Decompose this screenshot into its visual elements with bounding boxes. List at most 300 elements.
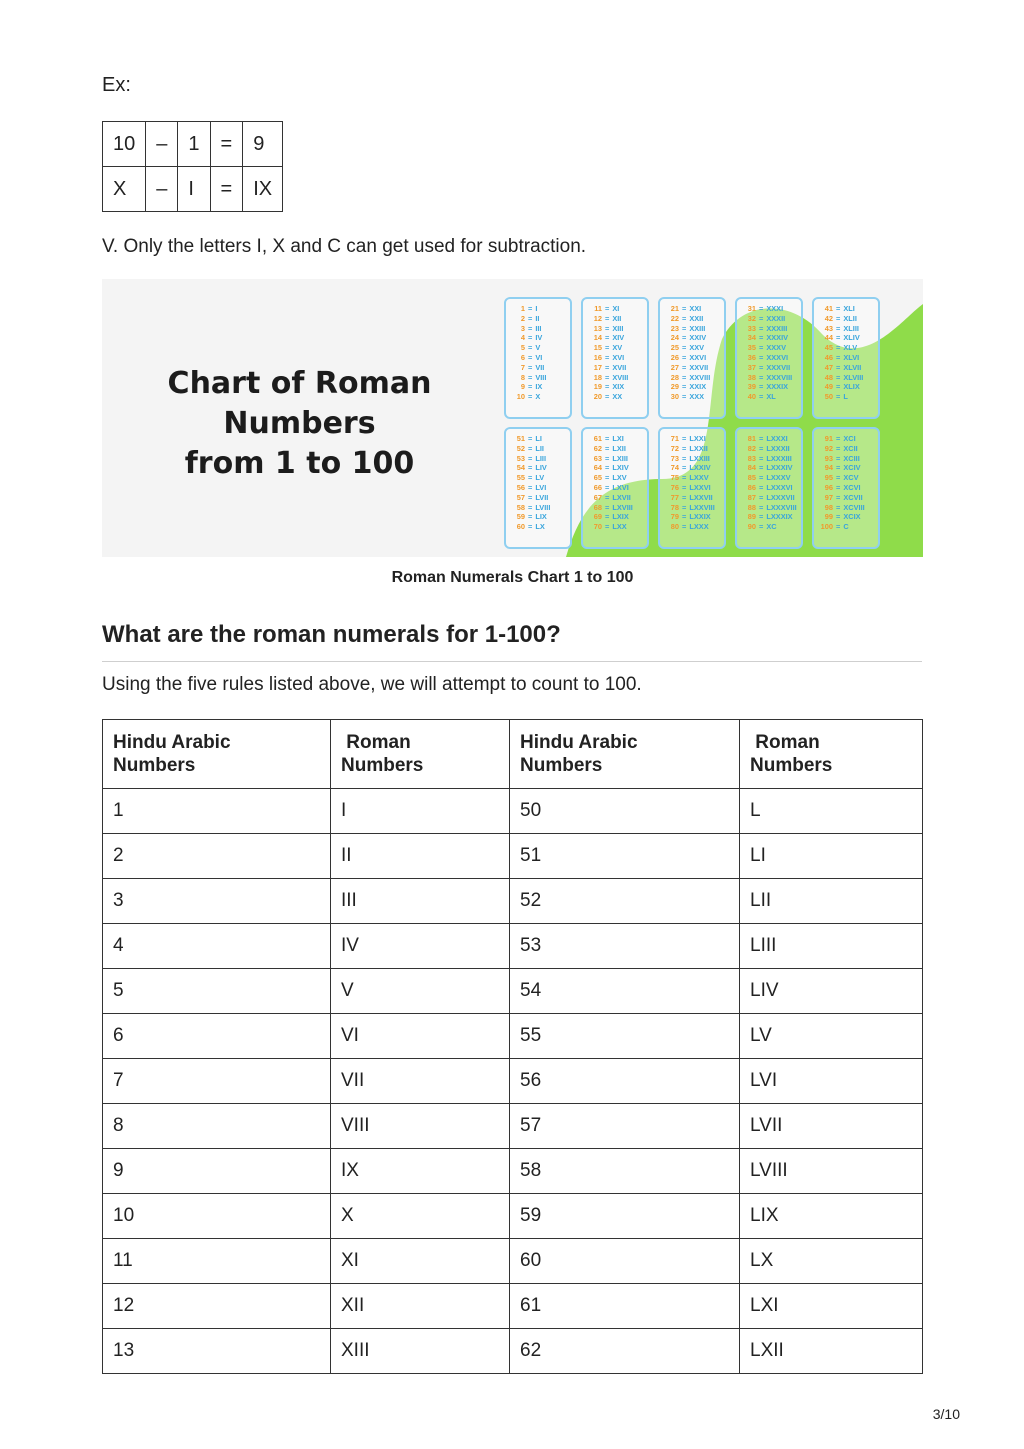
roman-numeral: XCI [843, 434, 856, 443]
numeral-entry [743, 503, 801, 513]
roman-numeral: II [535, 313, 540, 323]
numeral-entry [743, 392, 801, 402]
numeral-entry [589, 444, 647, 454]
numeral-entry [512, 333, 570, 343]
equals-sign: = [759, 463, 764, 473]
numeral-entry [512, 373, 570, 383]
roman-numeral: XII [612, 313, 622, 323]
numeral-entry [743, 382, 801, 392]
table-cell: 58 [510, 1149, 740, 1194]
table-row [103, 834, 923, 879]
arabic-number: 59 [516, 512, 525, 522]
roman-numeral: LXIV [612, 463, 629, 473]
equals-sign: = [605, 482, 610, 492]
numeral-entry [512, 522, 570, 532]
arabic-number: 88 [747, 502, 756, 512]
numeral-entry [666, 333, 724, 343]
numeral-entry [589, 343, 647, 353]
numeral-entry [666, 483, 724, 493]
arabic-number: 100 [820, 522, 833, 532]
arabic-number: 84 [747, 463, 756, 473]
numeral-entry [589, 493, 647, 503]
numeral-card [812, 297, 880, 419]
arabic-number: 83 [747, 453, 756, 463]
equals-sign: = [759, 362, 764, 372]
table-cell: 10 [103, 1194, 331, 1239]
table-cell: 56 [510, 1059, 740, 1104]
numeral-card-grid [504, 297, 919, 549]
arabic-number: 86 [747, 482, 756, 492]
table-cell: 50 [510, 789, 740, 834]
arabic-number: 42 [824, 313, 833, 323]
equals-sign: = [605, 522, 610, 532]
equals-sign: = [528, 434, 533, 443]
equals-sign: = [528, 463, 533, 473]
table-row [103, 879, 923, 924]
equals-sign: = [759, 392, 764, 402]
page-number: 3/10 [932, 1406, 960, 1422]
roman-numeral: XLV [843, 343, 858, 353]
table-cell: 9 [103, 1149, 331, 1194]
roman-numeral: XX [612, 392, 623, 402]
roman-numeral: XLIII [843, 323, 859, 333]
table-row [103, 1194, 923, 1239]
table-cell: 61 [510, 1284, 740, 1329]
numeral-entry [820, 463, 878, 473]
equals-sign: = [605, 434, 610, 443]
table-row [103, 1284, 923, 1329]
numeral-card [581, 427, 649, 549]
equals-sign: = [682, 372, 687, 382]
title-line: from 1 to 100 [184, 446, 415, 481]
numeral-entry [743, 493, 801, 503]
equals-sign: = [682, 392, 687, 402]
numeral-entry [589, 304, 647, 314]
equals-sign: = [759, 382, 764, 392]
roman-numeral: X [535, 392, 541, 402]
arabic-number: 73 [670, 453, 679, 463]
table-cell: 3 [103, 879, 331, 924]
roman-numeral: XXVI [689, 352, 707, 362]
equals-sign: = [836, 522, 841, 532]
arabic-number: 20 [593, 392, 602, 402]
numeral-entry [512, 392, 570, 402]
table-cell: = [210, 167, 243, 212]
table-cell: 9 [243, 122, 283, 167]
roman-numerals-chart-image [102, 279, 923, 557]
table-cell: 13 [103, 1329, 331, 1374]
numeral-entry [743, 373, 801, 383]
arabic-number: 12 [593, 313, 602, 323]
arabic-number: 92 [824, 443, 833, 453]
roman-numeral: LXXI [689, 434, 706, 443]
arabic-number: 74 [670, 463, 679, 473]
numeral-entry [743, 454, 801, 464]
numeral-entry [666, 382, 724, 392]
table-cell: VI [331, 1014, 510, 1059]
arabic-number: 10 [516, 392, 525, 402]
equals-sign: = [759, 453, 764, 463]
roman-numeral: XLIV [843, 333, 860, 343]
numeral-entry [743, 522, 801, 532]
arabic-number: 71 [670, 434, 679, 443]
roman-numeral: XXI [689, 304, 702, 313]
arabic-number: 3 [520, 323, 525, 333]
roman-numeral: LXXVI [689, 482, 711, 492]
table-row [103, 1104, 923, 1149]
arabic-number: 39 [747, 382, 756, 392]
arabic-number: 79 [670, 512, 679, 522]
roman-numeral: V [535, 343, 541, 353]
equals-sign: = [682, 333, 687, 343]
numeral-entry [589, 512, 647, 522]
arabic-number: 69 [593, 512, 602, 522]
equals-sign: = [605, 473, 610, 483]
roman-numeral: LXXVII [689, 492, 713, 502]
arabic-number: 5 [520, 343, 525, 353]
arabic-number: 58 [516, 502, 525, 512]
arabic-number: 11 [594, 304, 602, 313]
arabic-number: 57 [516, 492, 525, 502]
roman-numeral: XLVI [843, 352, 860, 362]
arabic-number: 46 [824, 352, 833, 362]
numeral-card [812, 427, 880, 549]
arabic-number: 68 [593, 502, 602, 512]
table-cell: 7 [103, 1059, 331, 1104]
equals-sign: = [759, 323, 764, 333]
arabic-number: 91 [824, 434, 833, 443]
table-cell: 51 [510, 834, 740, 879]
arabic-number: 18 [593, 372, 602, 382]
roman-numeral: XC [766, 522, 777, 532]
arabic-number: 26 [670, 352, 679, 362]
numeral-entry [512, 314, 570, 324]
arabic-number: 51 [516, 434, 525, 443]
arabic-number: 60 [516, 522, 525, 532]
roman-numeral: XXXVI [766, 352, 789, 362]
numeral-entry [589, 353, 647, 363]
numeral-entry [589, 314, 647, 324]
subtraction-example-table [102, 121, 283, 212]
numeral-card [735, 297, 803, 419]
table-cell: 4 [103, 924, 331, 969]
numeral-entry [820, 493, 878, 503]
numeral-entry [820, 314, 878, 324]
equals-sign: = [682, 362, 687, 372]
column-header: Roman Numbers [331, 720, 510, 789]
numeral-entry [512, 382, 570, 392]
table-cell: 55 [510, 1014, 740, 1059]
numeral-entry [666, 444, 724, 454]
roman-numeral: LXXXVII [766, 492, 795, 502]
equals-sign: = [528, 443, 533, 453]
numeral-entry [743, 434, 801, 444]
table-cell: IV [331, 924, 510, 969]
numeral-entry [512, 463, 570, 473]
table-cell: 57 [510, 1104, 740, 1149]
table-cell: 2 [103, 834, 331, 879]
arabic-number: 41 [824, 304, 833, 313]
numeral-entry [666, 503, 724, 513]
roman-numeral: LXXXIII [766, 453, 792, 463]
equals-sign: = [682, 434, 687, 443]
arabic-number: 43 [824, 323, 833, 333]
roman-numeral: LXXIII [689, 453, 710, 463]
numeral-entry [820, 522, 878, 532]
numeral-entry [589, 473, 647, 483]
numeral-entry [512, 454, 570, 464]
example-label: Ex: [102, 74, 131, 96]
arabic-number: 21 [670, 304, 679, 313]
equals-sign: = [836, 352, 841, 362]
arabic-number: 94 [824, 463, 833, 473]
roman-numeral: LII [535, 443, 544, 453]
equals-sign: = [682, 502, 687, 512]
table-cell: LIX [740, 1194, 923, 1239]
numeral-entry [743, 314, 801, 324]
table-cell: XIII [331, 1329, 510, 1374]
roman-numeral: XCIII [843, 453, 860, 463]
equals-sign: = [605, 392, 610, 402]
roman-numeral: XI [612, 304, 620, 313]
table-cell: – [146, 167, 178, 212]
equals-sign: = [836, 492, 841, 502]
numeral-entry [820, 473, 878, 483]
equals-sign: = [836, 512, 841, 522]
arabic-number: 99 [824, 512, 833, 522]
arabic-number: 50 [824, 392, 833, 402]
table-cell: 52 [510, 879, 740, 924]
table-cell: 8 [103, 1104, 331, 1149]
table-header-row [103, 720, 923, 789]
equals-sign: = [605, 372, 610, 382]
numeral-entry [512, 434, 570, 444]
numeral-entry [666, 324, 724, 334]
numeral-entry [743, 324, 801, 334]
arabic-number: 34 [747, 333, 756, 343]
roman-numeral: XXV [689, 343, 705, 353]
roman-numeral: LVII [535, 492, 549, 502]
roman-numeral: XVII [612, 362, 627, 372]
roman-numeral: XLI [843, 304, 855, 313]
arabic-number: 35 [747, 343, 756, 353]
roman-numeral: IV [535, 333, 543, 343]
roman-numeral: XLIX [843, 382, 860, 392]
equals-sign: = [605, 333, 610, 343]
equals-sign: = [759, 512, 764, 522]
roman-numeral: LVIII [535, 502, 551, 512]
roman-numeral: LI [535, 434, 542, 443]
arabic-number: 22 [670, 313, 679, 323]
numeral-entry [820, 512, 878, 522]
roman-numeral: VI [535, 352, 543, 362]
equals-sign: = [836, 463, 841, 473]
table-cell: 1 [103, 789, 331, 834]
chart-image-title [142, 364, 457, 484]
numeral-entry [820, 392, 878, 402]
numeral-entry [820, 454, 878, 464]
arabic-number: 15 [593, 343, 602, 353]
equals-sign: = [682, 304, 687, 313]
roman-numeral: XIX [612, 382, 625, 392]
arabic-number: 23 [670, 323, 679, 333]
equals-sign: = [528, 352, 533, 362]
roman-numeral: XXXIII [766, 323, 788, 333]
roman-numeral: LXVII [612, 492, 631, 502]
numeral-card [504, 427, 572, 549]
roman-numeral: LXX [612, 522, 627, 532]
equals-sign: = [682, 453, 687, 463]
roman-numeral: XXXII [766, 313, 786, 323]
table-cell: 59 [510, 1194, 740, 1239]
equals-sign: = [836, 434, 841, 443]
arabic-number: 96 [824, 482, 833, 492]
arabic-number: 87 [747, 492, 756, 502]
numeral-card [658, 297, 726, 419]
table-cell: IX [331, 1149, 510, 1194]
equals-sign: = [682, 512, 687, 522]
roman-numeral: LXXIX [689, 512, 711, 522]
numeral-entry [743, 363, 801, 373]
numeral-entry [512, 343, 570, 353]
column-header: Hindu Arabic Numbers [103, 720, 331, 789]
arabic-number: 52 [516, 443, 525, 453]
equals-sign: = [682, 463, 687, 473]
equals-sign: = [528, 502, 533, 512]
equals-sign: = [605, 512, 610, 522]
roman-numeral: LIV [535, 463, 547, 473]
equals-sign: = [528, 453, 533, 463]
numeral-entry [512, 324, 570, 334]
table-cell: 1 [178, 122, 210, 167]
arabic-number: 14 [593, 333, 602, 343]
table-row [103, 1149, 923, 1194]
arabic-number: 28 [670, 372, 679, 382]
numeral-entry [666, 493, 724, 503]
numeral-entry [512, 473, 570, 483]
arabic-number: 44 [824, 333, 833, 343]
title-line: Chart of Roman [167, 366, 432, 401]
table-cell: 6 [103, 1014, 331, 1059]
equals-sign: = [528, 473, 533, 483]
arabic-number: 90 [747, 522, 756, 532]
numeral-entry [743, 463, 801, 473]
roman-numeral: XXXIX [766, 382, 789, 392]
arabic-number: 54 [516, 463, 525, 473]
table-cell: 12 [103, 1284, 331, 1329]
table-cell: XII [331, 1284, 510, 1329]
roman-numeral: LVI [535, 482, 547, 492]
roman-numeral: LXXIV [689, 463, 711, 473]
table-cell: – [146, 122, 178, 167]
roman-numeral: LXXXII [766, 443, 790, 453]
equals-sign: = [836, 372, 841, 382]
numeral-entry [666, 512, 724, 522]
numeral-entry [512, 363, 570, 373]
arabic-number: 78 [670, 502, 679, 512]
table-cell: LXII [740, 1329, 923, 1374]
numeral-entry [589, 522, 647, 532]
table-cell: LII [740, 879, 923, 924]
table-cell: I [331, 789, 510, 834]
table-cell: 11 [103, 1239, 331, 1284]
roman-numeral: XCVII [843, 492, 863, 502]
arabic-number: 98 [824, 502, 833, 512]
table-cell: 5 [103, 969, 331, 1014]
arabic-number: 53 [516, 453, 525, 463]
table-cell: L [740, 789, 923, 834]
table-cell: III [331, 879, 510, 924]
arabic-number: 65 [593, 473, 602, 483]
arabic-number: 45 [824, 343, 833, 353]
table-cell: 10 [103, 122, 146, 167]
table-row [103, 1059, 923, 1104]
numeral-card [735, 427, 803, 549]
equals-sign: = [836, 343, 841, 353]
title-line: Numbers [223, 406, 376, 441]
roman-numeral: LXXV [689, 473, 709, 483]
table-cell: LV [740, 1014, 923, 1059]
arabic-number: 13 [593, 323, 602, 333]
numeral-entry [743, 473, 801, 483]
numeral-entry [743, 333, 801, 343]
equals-sign: = [759, 333, 764, 343]
table-cell: I [178, 167, 210, 212]
numeral-entry [820, 444, 878, 454]
numeral-entry [589, 373, 647, 383]
arabic-number: 24 [670, 333, 679, 343]
arabic-number: 97 [824, 492, 833, 502]
roman-numeral: LV [535, 473, 545, 483]
numeral-entry [589, 503, 647, 513]
numeral-entry [820, 483, 878, 493]
arabic-number: 33 [747, 323, 756, 333]
equals-sign: = [528, 333, 533, 343]
table-row [103, 969, 923, 1014]
equals-sign: = [836, 473, 841, 483]
equals-sign: = [836, 362, 841, 372]
numeral-entry [666, 473, 724, 483]
roman-numeral: XXXI [766, 304, 784, 313]
roman-numeral: LIX [535, 512, 547, 522]
table-cell: XI [331, 1239, 510, 1284]
table-cell: V [331, 969, 510, 1014]
equals-sign: = [528, 492, 533, 502]
roman-numeral: C [843, 522, 849, 532]
numeral-entry [820, 353, 878, 363]
numeral-entry [820, 324, 878, 334]
roman-numeral: XXXVIII [766, 372, 793, 382]
arabic-number: 85 [747, 473, 756, 483]
numeral-entry [666, 434, 724, 444]
arabic-number: 29 [670, 382, 679, 392]
roman-numeral: LXV [612, 473, 627, 483]
arabic-number: 63 [593, 453, 602, 463]
roman-numeral: XXX [689, 392, 705, 402]
equals-sign: = [528, 392, 533, 402]
equals-sign: = [759, 313, 764, 323]
roman-numeral: XIII [612, 323, 624, 333]
equals-sign: = [759, 482, 764, 492]
numeral-entry [820, 363, 878, 373]
equals-sign: = [759, 522, 764, 532]
roman-numeral: LXXXIX [766, 512, 793, 522]
intro-paragraph: Using the five rules listed above, we will attempt to count to 100. [102, 674, 642, 695]
arabic-number: 82 [747, 443, 756, 453]
equals-sign: = [759, 443, 764, 453]
roman-numeral: XLVII [843, 362, 862, 372]
equals-sign: = [605, 343, 610, 353]
